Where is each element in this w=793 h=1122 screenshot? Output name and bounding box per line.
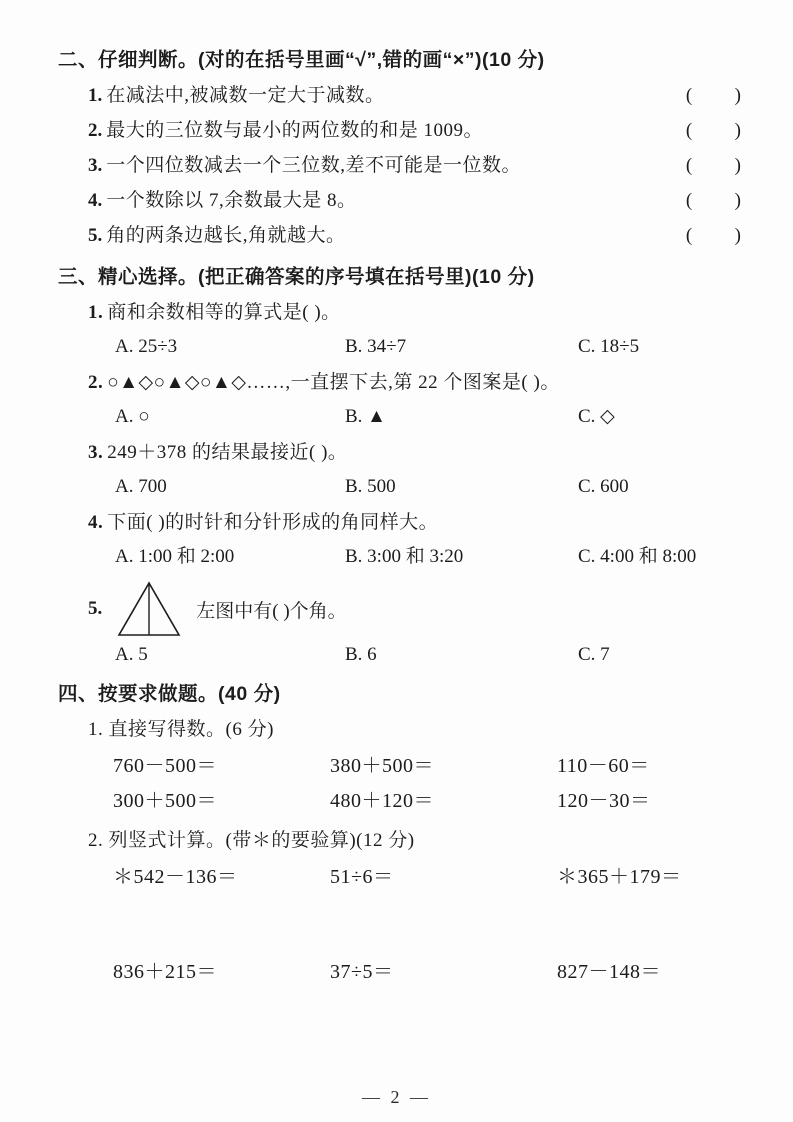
sub1-title: 1. 直接写得数。(6 分) (88, 719, 274, 740)
option-c: C. 18÷5 (578, 336, 640, 357)
judge-item-1 (58, 83, 743, 109)
choice-question-2: 2. ○▲◇○▲◇○▲◇……,一直摆下去,第 22 个图案是( )。 (88, 372, 560, 393)
choice-question-3: 3. 249＋378 的结果最接近( )。 (88, 442, 348, 463)
equation: 760－500＝ (113, 755, 217, 777)
equation: ＊365＋179＝ (557, 866, 682, 888)
equation: 480＋120＝ (330, 790, 434, 812)
judge-item-4 (58, 188, 743, 214)
option-a: A. 25÷3 (115, 336, 178, 357)
option-c: C. 600 (578, 476, 629, 497)
vertical-calc-row-1 (58, 864, 743, 890)
equation: 380＋500＝ (330, 755, 434, 777)
answer-bracket: ( ) (685, 225, 743, 246)
choice-question-4: 4. 下面( )的时针和分针形成的角同样大。 (88, 512, 439, 533)
answer-bracket: ( ) (685, 120, 743, 141)
option-a: A. ○ (115, 406, 150, 427)
answer-bracket: ( ) (685, 190, 743, 211)
equation: 37÷5＝ (330, 961, 394, 983)
equation: 300＋500＝ (113, 790, 217, 812)
judge-item-5 (58, 223, 743, 249)
answer-bracket: ( ) (685, 155, 743, 176)
judge-text: 2. 最大的三位数与最小的两位数的和是 1009。 (88, 120, 484, 141)
choice-options-3 (58, 474, 743, 500)
judge-text: 1. 在减法中,被减数一定大于减数。 (88, 85, 385, 106)
vertical-calc-row-2 (58, 959, 743, 985)
triangle-with-median-icon (116, 580, 182, 638)
section4-title: 四、按要求做题。(40 分) (58, 683, 281, 705)
section3-title: 三、精心选择。(把正确答案的序号填在括号里)(10 分) (58, 266, 535, 288)
equation: 120－30＝ (557, 790, 651, 812)
direct-calc-row-1 (58, 753, 743, 779)
direct-calc-row-2 (58, 788, 743, 814)
equation: ＊542－136＝ (113, 866, 238, 888)
option-b: B. 6 (345, 644, 377, 665)
choice-options-5 (58, 642, 743, 668)
question-5-text: 左图中有( )个角。 (196, 600, 347, 622)
option-c: C. ◇ (578, 406, 615, 427)
sub2-title: 2. 列竖式计算。(带＊的要验算)(12 分) (88, 830, 415, 851)
judge-text: 4. 一个数除以 7,余数最大是 8。 (88, 190, 357, 211)
option-c: C. 4:00 和 8:00 (578, 546, 697, 567)
choice-options-2 (58, 404, 743, 430)
option-a: A. 700 (115, 476, 167, 497)
option-b: B. 34÷7 (345, 336, 407, 357)
choice-question-5: 5. 左图中有( )个角。 (58, 580, 743, 638)
answer-bracket: ( ) (685, 85, 743, 106)
option-a: A. 5 (115, 644, 148, 665)
judge-item-2 (58, 118, 743, 144)
page-number: — 2 — (362, 1087, 431, 1107)
option-b: B. ▲ (345, 406, 386, 427)
option-c: C. 7 (578, 644, 610, 665)
choice-question-1: 1. 商和余数相等的算式是( )。 (88, 302, 341, 323)
equation: 110－60＝ (557, 755, 650, 777)
option-b: B. 3:00 和 3:20 (345, 546, 464, 567)
equation: 827－148＝ (557, 961, 661, 983)
section2-title: 二、仔细判断。(对的在括号里画“√”,错的画“×”)(10 分) (58, 49, 545, 71)
judge-text: 5. 角的两条边越长,角就越大。 (88, 225, 346, 246)
choice-options-4 (58, 544, 743, 570)
choice-options-1 (58, 334, 743, 360)
option-a: A. 1:00 和 2:00 (115, 546, 235, 567)
judge-item-3 (58, 153, 743, 179)
judge-text: 3. 一个四位数减去一个三位数,差不可能是一位数。 (88, 155, 522, 176)
equation: 51÷6＝ (330, 866, 394, 888)
equation: 836＋215＝ (113, 961, 217, 983)
option-b: B. 500 (345, 476, 396, 497)
